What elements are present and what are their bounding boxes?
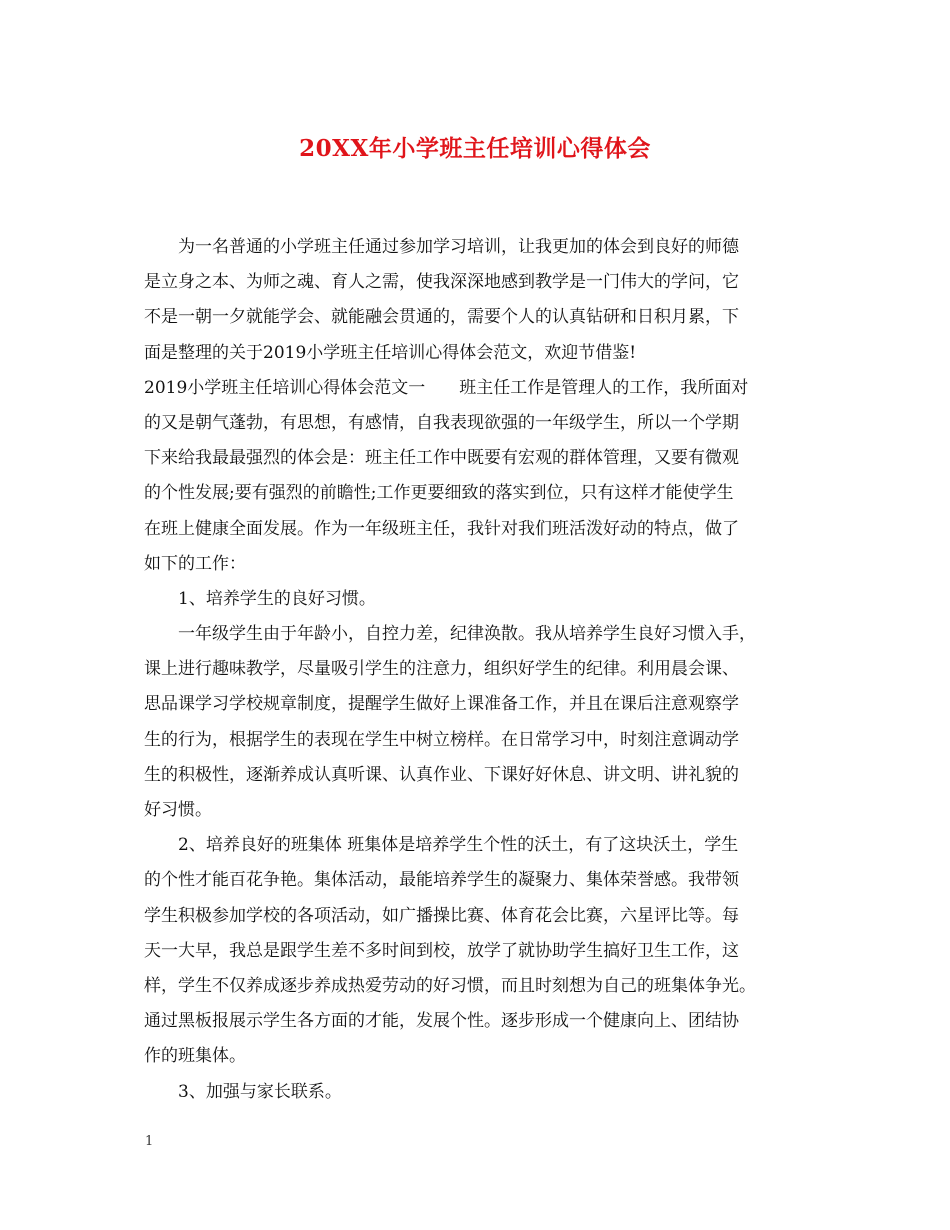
text-line: 生的积极性，逐渐养成认真听课、认真作业、下课好好休息、讲文明、讲礼貌的: [144, 764, 739, 785]
text-line: 作的班集体。: [144, 1046, 246, 1067]
text-line: 2019小学班主任培训心得体会范文一 班主任工作是管理人的工作，我所面对: [144, 377, 749, 398]
text-line: 下来给我最最强烈的体会是：班主任工作中既要有宏观的群体管理，又要有微观: [144, 448, 739, 469]
text-line: 如下的工作：: [144, 553, 246, 574]
text-line: 的又是朝气蓬勃，有思想，有感情，自我表现欲强的一年级学生，所以一个学期: [144, 412, 739, 433]
text-line: 一年级学生由于年龄小，自控力差，纪律涣散。我从培养学生良好习惯入手，: [178, 624, 756, 645]
text-line: 好习惯。: [144, 800, 212, 820]
text-line: 的个性发展;要有强烈的前瞻性;工作更要细致的落实到位，只有这样才能使学生: [144, 483, 734, 504]
text-line: 2、培养良好的班集体 班集体是培养学生个性的沃土，有了这块沃土，学生: [178, 835, 739, 856]
text-line: 学生积极参加学校的各项活动，如广播操比赛、体育花会比赛，六星评比等。每: [144, 905, 739, 926]
text-line: 通过黑板报展示学生各方面的才能，发展个性。逐步形成一个健康向上、团结协: [144, 1011, 739, 1032]
text-line: 的个性才能百花争艳。集体活动，最能培养学生的凝聚力、集体荣誉感。我带领: [144, 870, 739, 891]
text-line: 3、加强与家长联系。: [178, 1081, 342, 1102]
text-line: 生的行为，根据学生的表现在学生中树立榜样。在日常学习中，时刻注意调动学: [144, 729, 739, 750]
text-line: 思品课学习学校规章制度，提醒学生做好上课准备工作，并且在课后注意观察学: [144, 694, 739, 715]
text-line: 是立身之本、为师之魂、育人之需，使我深深地感到教学是一门伟大的学问，它: [144, 272, 739, 293]
page-number: 1: [145, 1134, 154, 1149]
text-line: 天一大早，我总是跟学生差不多时间到校，放学了就协助学生搞好卫生工作，这: [144, 940, 739, 961]
document-title: 20XX年小学班主任培训心得体会: [299, 135, 651, 162]
text-line: 样，学生不仅养成逐步养成热爱劳动的好习惯，而且时刻想为自己的班集体争光。: [144, 975, 756, 996]
text-line: 不是一朝一夕就能学会、就能融会贯通的，需要个人的认真钻研和日积月累，下: [144, 307, 739, 328]
text-line: 为一名普通的小学班主任通过参加学习培训，让我更加的体会到良好的师德: [178, 237, 739, 257]
text-line: 课上进行趣味教学，尽量吸引学生的注意力，组织好学生的纪律。利用晨会课、: [144, 659, 739, 680]
text-line: 1、培养学生的良好习惯。: [178, 588, 376, 609]
text-line: 面是整理的关于2019小学班主任培训心得体会范文，欢迎节借鉴!: [144, 342, 637, 363]
text-line: 在班上健康全面发展。作为一年级班主任，我针对我们班活泼好动的特点，做了: [144, 518, 739, 539]
document-body: [144, 230, 814, 1110]
